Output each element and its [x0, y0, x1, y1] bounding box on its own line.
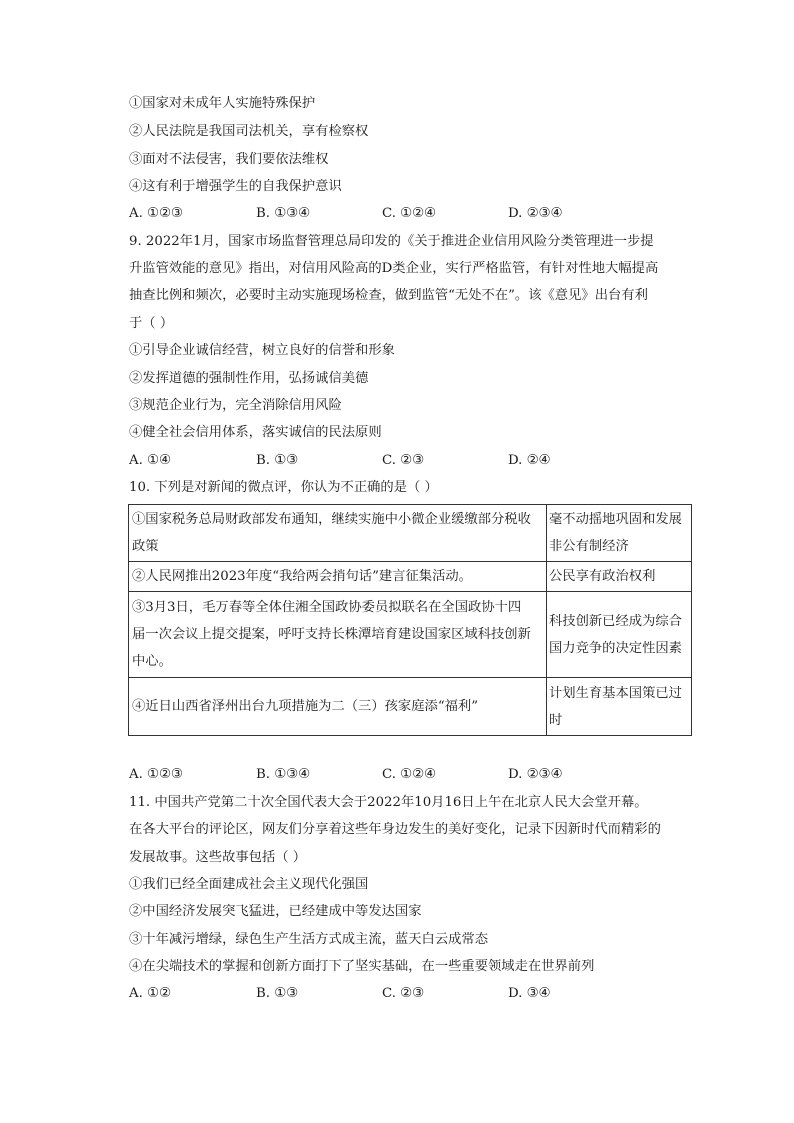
comment-line: 非公有制经济	[549, 539, 629, 554]
q9-statement-2: ②发挥道德的强制性作用，弘扬诚信美德	[129, 371, 369, 386]
q8-statement-1: ①国家对未成年人实施特殊保护	[129, 96, 316, 111]
q11-statement-4: ④在尖端技术的掌握和创新方面打下了坚实基础，在一些重要领域走在世界前列	[129, 959, 595, 974]
news-cell	[129, 505, 547, 562]
comment-cell	[547, 505, 692, 562]
q8-choice-b[interactable]: B. ①③④	[256, 206, 310, 221]
q10-choice-c[interactable]: C. ①②④	[382, 767, 436, 782]
q10-choice-a[interactable]: A. ①②③	[129, 767, 183, 782]
q11-choice-b[interactable]: B. ①③	[256, 986, 299, 1001]
q11-statement-1: ①我们已经全面建成社会主义现代化强国	[129, 877, 369, 892]
comment-line: 计划生育基本国策已过	[549, 685, 682, 701]
q11-choice-a[interactable]: A. ①②	[129, 986, 171, 1001]
q11-stem-line-3: 发展故事。这些故事包括（ ）	[129, 850, 307, 865]
news-line: 政策	[132, 539, 159, 554]
q8-statement-3: ③面对不法侵害，我们要依法维权	[129, 152, 329, 167]
news-line: ③3月3日，毛万春等全体住湘全国政协委员拟联名在全国政协十四	[132, 600, 522, 615]
news-line: ④近日山西省泽州出台九项措施为二（三）孩家庭添“福利”	[132, 699, 479, 714]
q9-stem-line-1: 9. 2022年1月，国家市场监督管理总局印发的《关于推进企业信用风险分类管理进一步提	[129, 234, 654, 249]
q10-choice-d[interactable]: D. ②③④	[508, 767, 563, 782]
q9-stem-line-2: 升监管效能的意见》指出，对信用风险高的D类企业，实行严格监管，有针对性地大幅提高	[129, 261, 659, 276]
q9-choice-a[interactable]: A. ①④	[129, 453, 171, 468]
table-row	[129, 505, 692, 562]
q9-stem-line-3: 抽查比例和频次，必要时主动实施现场检查，做到监管“无处不在”。该《意见》出台有利	[129, 288, 648, 303]
q11-choice-c[interactable]: C. ②③	[382, 986, 424, 1001]
q11-stem-line-2: 在各大平台的评论区，网友们分享着这些年身边发生的美好变化，记录下因新时代而精彩的	[129, 822, 661, 837]
news-cell	[129, 562, 547, 592]
q8-statement-4: ④这有利于增强学生的自我保护意识	[129, 179, 342, 194]
table-row	[129, 562, 692, 592]
table-row	[129, 592, 692, 678]
q9-choice-d[interactable]: D. ②④	[508, 453, 551, 468]
news-line: ②人民网推出2023年度“我给两会捎句话”建言征集活动。	[132, 569, 472, 584]
q8-choice-a[interactable]: A. ①②③	[129, 206, 183, 221]
q8-statement-2: ②人民法院是我国司法机关，享有检察权	[129, 124, 369, 139]
q11-stem-line-1: 11. 中国共产党第二十次全国代表大会于2022年10月16日上午在北京人民大会堂开幕。	[129, 795, 648, 810]
comment-line: 毫不动摇地巩固和发展	[549, 512, 682, 527]
comment-line: 科技创新已经成为综合	[549, 613, 682, 629]
q10-news-table	[128, 504, 692, 736]
news-line: ①国家税务总局财政部发布通知，继续实施中小微企业缓缴部分税收	[132, 512, 531, 527]
comment-line: 国力竞争的决定性因素	[549, 640, 682, 656]
q11-statement-2: ②中国经济发展突飞猛进，已经建成中等发达国家	[129, 904, 422, 919]
q9-stem-line-4: 于（ ）	[129, 316, 174, 331]
q10-choice-b[interactable]: B. ①③④	[256, 767, 310, 782]
news-line: 届一次会议上提交提案，呼吁支持长株潭培育建设国家区域科技创新	[132, 627, 531, 642]
news-cell	[129, 592, 547, 678]
news-cell	[129, 678, 547, 736]
q10-stem: 10. 下列是对新闻的微点评，你认为不正确的是（ ）	[129, 480, 438, 495]
comment-line: 公民享有政治权利	[549, 569, 656, 584]
comment-cell	[547, 562, 692, 592]
q9-statement-3: ③规范企业行为，完全消除信用风险	[129, 398, 342, 413]
news-line: 中心。	[132, 654, 172, 669]
comment-line: 时	[549, 712, 563, 728]
q9-statement-4: ④健全社会信用体系，落实诚信的民法原则	[129, 425, 382, 440]
comment-cell	[547, 592, 692, 678]
q11-statement-3: ③十年减污增绿，绿色生产生活方式成主流，蓝天白云成常态	[129, 932, 489, 947]
comment-cell	[547, 678, 692, 736]
table-row	[129, 678, 692, 736]
q9-statement-1: ①引导企业诚信经营，树立良好的信誉和形象	[129, 343, 395, 358]
q9-choice-b[interactable]: B. ①③	[256, 453, 299, 468]
q11-choice-d[interactable]: D. ③④	[508, 986, 551, 1001]
q8-choice-c[interactable]: C. ①②④	[382, 206, 436, 221]
q8-choice-d[interactable]: D. ②③④	[508, 206, 563, 221]
q9-choice-c[interactable]: C. ②③	[382, 453, 424, 468]
